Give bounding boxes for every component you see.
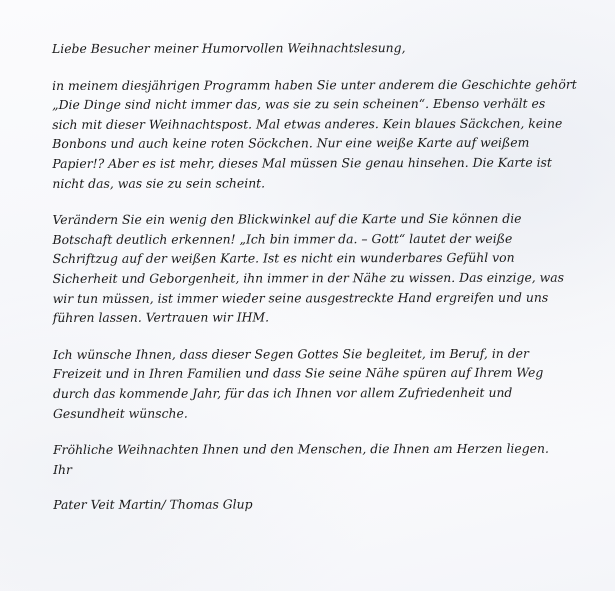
- closing-line: Fröhliche Weihnachten Ihnen und den Menschen, die Ihnen am Herzen liegen.: [53, 440, 549, 458]
- paragraph-line: Papier!? Aber es ist mehr, dieses Mal müssen Sie genau hinsehen. Die Karte ist: [52, 154, 552, 171]
- letter-signature: Pater Veit Martin/ Thomas Glup: [53, 496, 253, 513]
- paragraph-spacer: [53, 422, 608, 440]
- paragraph-line: nicht das, was sie zu sein scheint.: [52, 175, 266, 191]
- letter-greeting: Liebe Besucher meiner Humorvollen Weihnachtslesung,: [52, 40, 406, 56]
- paragraph-line: führen lassen. Vertrauen wir IHM.: [52, 309, 270, 326]
- paragraph-line: in meinem diesjährigen Programm haben Sie unter anderem die Geschichte gehört: [52, 76, 577, 93]
- paragraph-line: Ich wünsche Ihnen, dass dieser Segen Gottes Sie begleitet, im Beruf, in der: [52, 345, 529, 362]
- paragraph-program-story: [52, 74, 607, 193]
- paragraph-line: Schriftzug auf der weißen Karte. Ist es nicht ein wunderbares Gefühl von: [52, 250, 515, 267]
- paragraph-line: Freizeit und in Ihren Familien und dass Sie seine Nähe spüren auf Ihrem Weg: [52, 365, 544, 382]
- paragraph-line: Botschaft deutlich erkennen! „Ich bin immer da. – Gott“ lautet der weiße: [52, 230, 513, 247]
- paragraph-line: sich mit dieser Weihnachtspost. Mal etwas anderes. Kein blaues Säckchen, keine: [52, 115, 563, 132]
- paragraph-spacer: [53, 478, 608, 495]
- closing-line: Ihr: [53, 461, 72, 477]
- paragraph-line: „Die Dinge sind nicht immer das, was sie zu sein scheinen“. Ebenso verhält es: [52, 95, 546, 113]
- paragraph-line: wir tun müssen, ist immer wieder seine ausgestreckte Hand ergreifen und uns: [52, 289, 549, 306]
- paragraph-line: durch das kommende Jahr, für das ich Ihnen vor allem Zufriedenheit und: [52, 384, 513, 401]
- paragraph-spacer: [52, 57, 607, 75]
- paragraph-line: Sicherheit und Geborgenheit, ihn immer in der Nähe zu wissen. Das einzige, was: [52, 269, 565, 286]
- paragraph-blessing: [53, 343, 608, 423]
- paragraph-line: Gesundheit wünsche.: [52, 405, 188, 421]
- paragraph-line: Bonbons und auch keine roten Söckchen. Nur eine weiße Karte auf weißem: [52, 135, 530, 152]
- letter-body: [52, 38, 608, 515]
- paragraph-card-message: [52, 209, 607, 328]
- paragraph-spacer: [52, 192, 607, 210]
- paragraph-spacer: [53, 326, 608, 344]
- paragraph-line: Verändern Sie ein wenig den Blickwinkel auf die Karte und Sie können die: [52, 210, 522, 228]
- letter-closing: [53, 439, 608, 480]
